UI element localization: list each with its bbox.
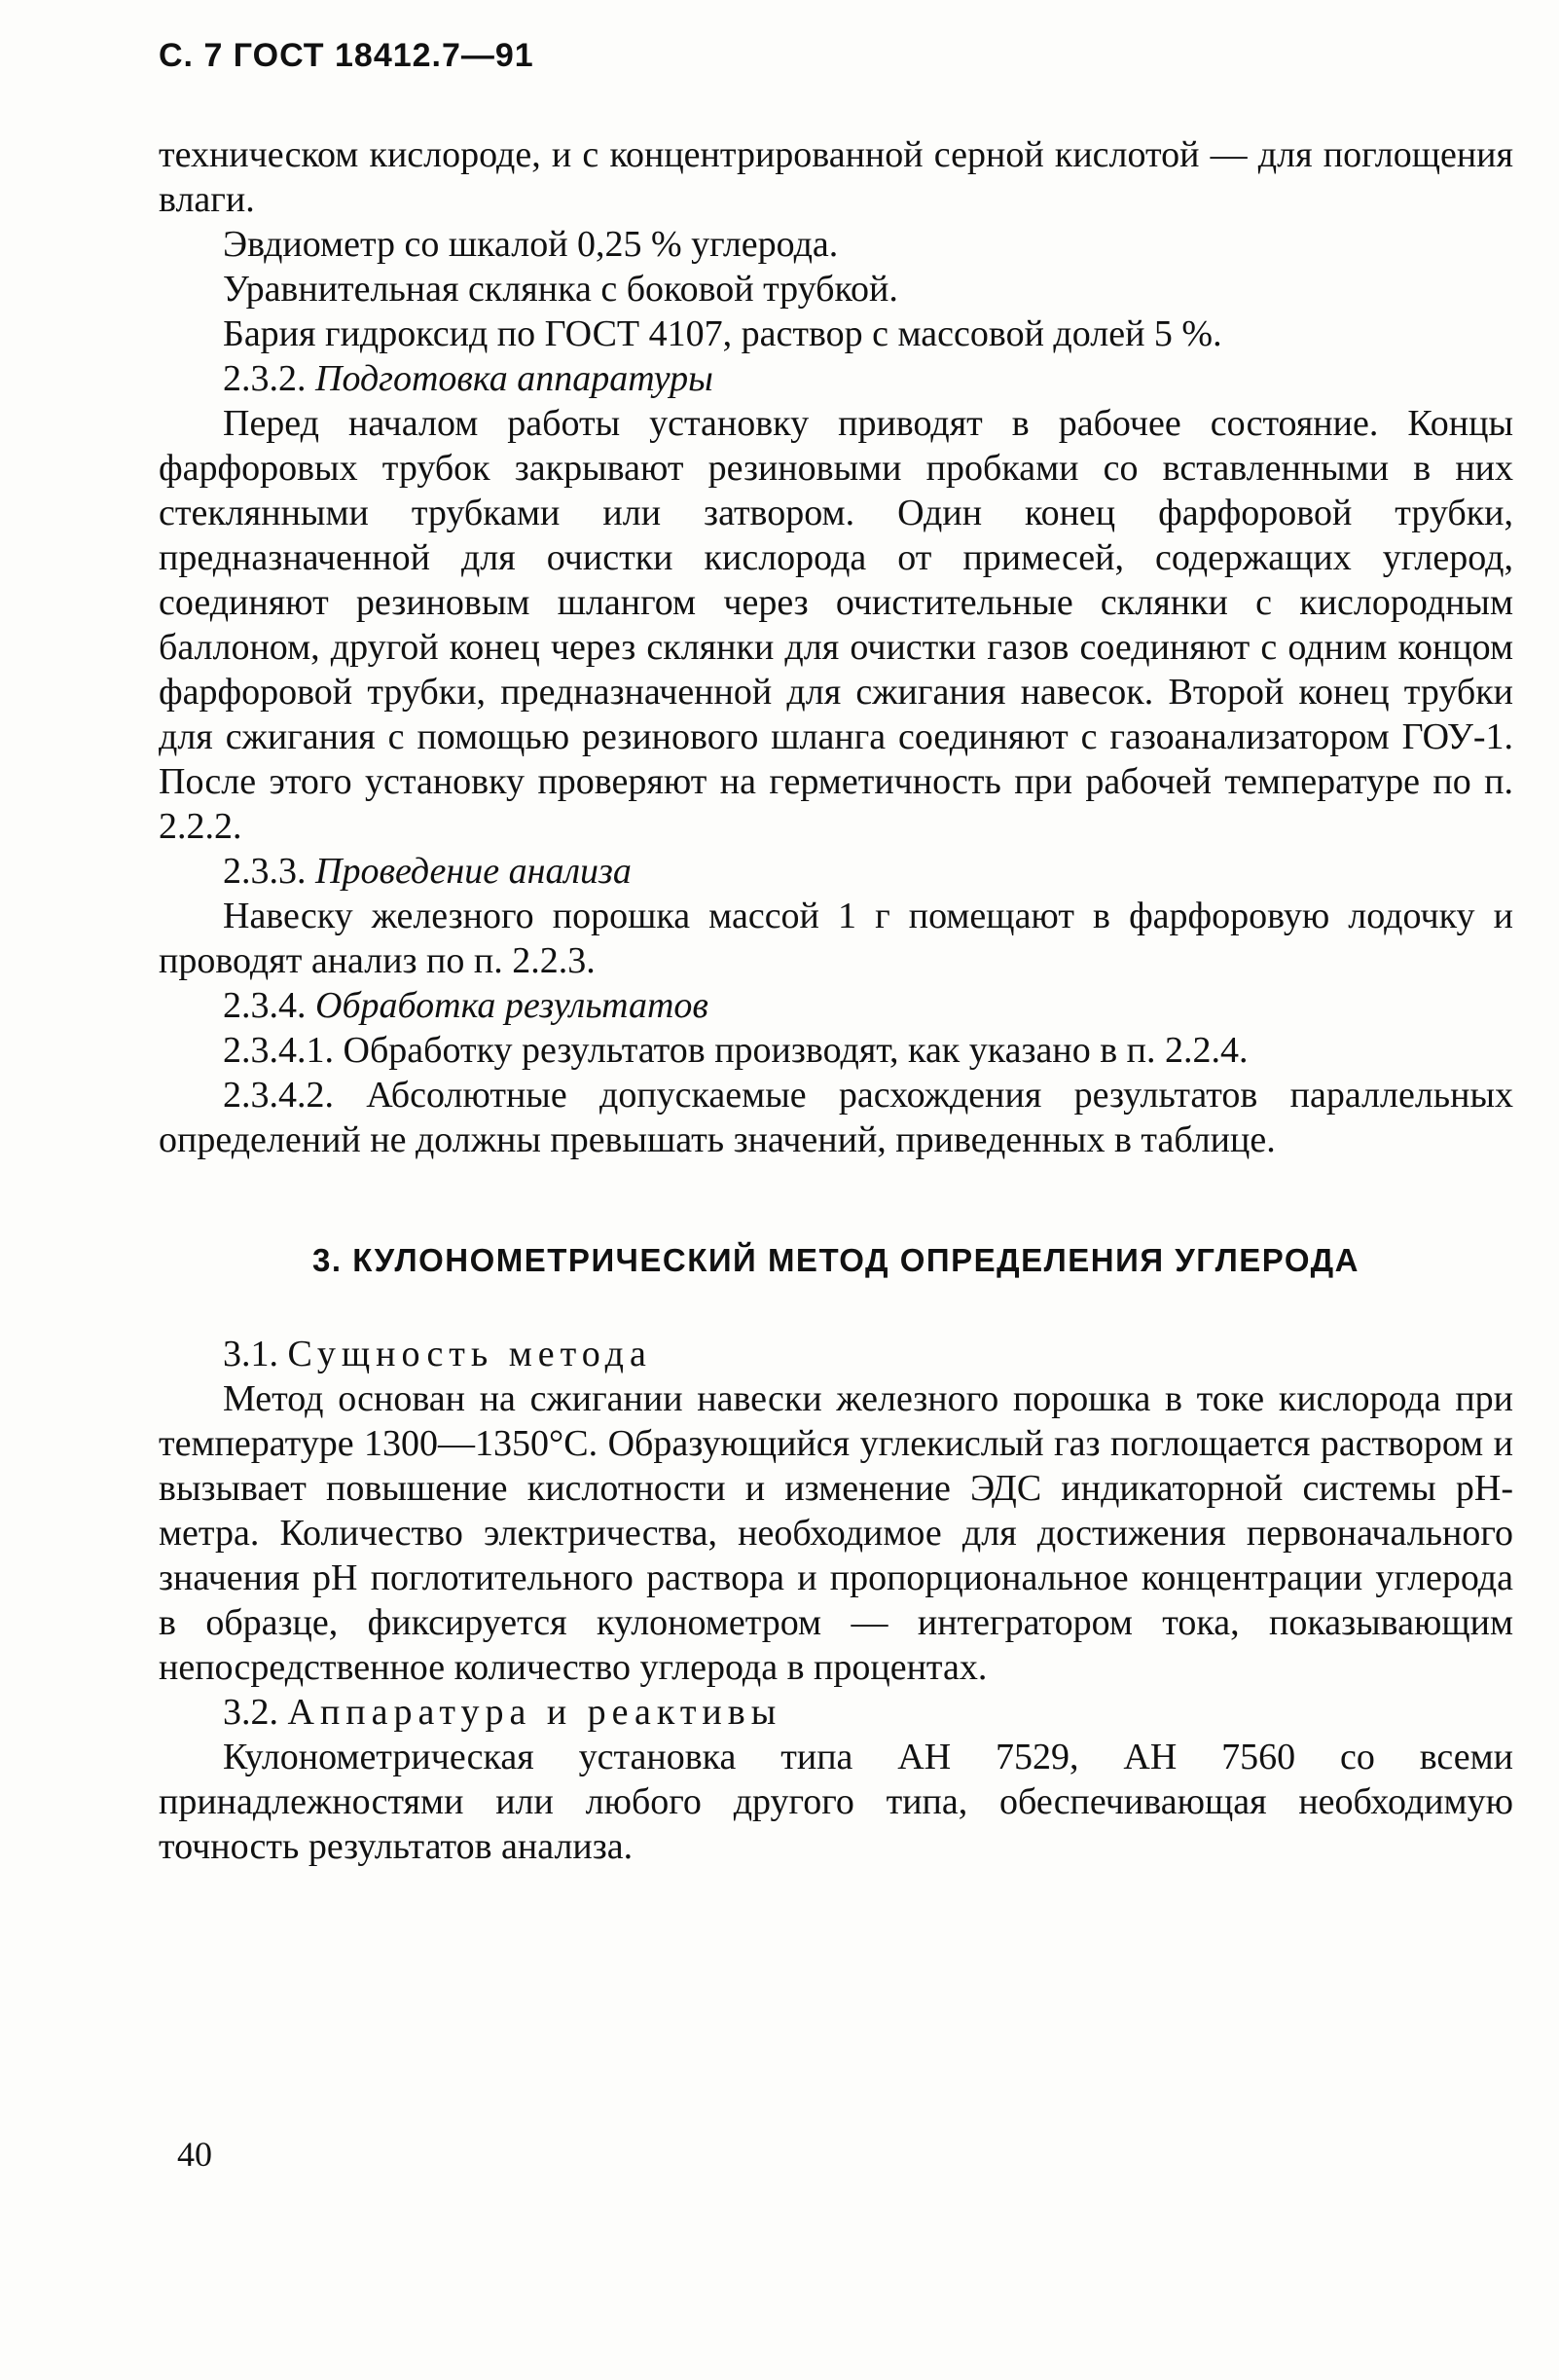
subsection-number: 2.3.2.	[223, 358, 307, 399]
subsection-heading-2-3-3	[159, 849, 1513, 894]
running-header: С. 7 ГОСТ 18412.7—91	[159, 37, 534, 74]
page-number: 40	[177, 2135, 212, 2174]
paragraph-method-essence: Метод основан на сжигании навески железного порошка в токе кислорода при температуре 1300—1350°С. Образующийся углекислый газ поглощается раствором и вызывает повышение кислотности и изменение ЭДС индикаторной системы pH-метра. Количество электричества, необходимое для достижения первоначального значения pH поглотительного раствора и пропорциональное концентрации углерода в образце, фиксируется кулонометром — интегратором тока, показывающим непосредственное количество углерода в процентах.	[159, 1378, 1513, 1688]
paragraph-preparation: Перед началом работы установку приводят в рабочее состояние. Концы фарфоровых трубок закрывают резиновыми пробками со вставленными в них стеклянными трубками или затвором. Один конец фарфоровой трубки, предназначенной для очистки кислорода от примесей, содержащих углерод, соединяют резиновым шлангом через очистительные склянки с кислородным баллоном, другой конец через склянки для очистки газов соединяют с одним концом фарфоровой трубки, предназначенной для сжигания навесок. Второй конец трубки для сжигания с помощью резинового шланга соединяют с газоанализатором ГОУ-1. После этого установку проверяют на герметичность при рабочей температуре по п. 2.2.2.	[159, 403, 1513, 847]
paragraph-continuation: техническом кислороде, и с концентрированной серной кислотой — для поглощения влаги.	[159, 134, 1513, 220]
subsection-heading-3-1	[159, 1332, 1513, 1376]
subsection-title: Аппаратура и реактивы	[287, 1692, 782, 1733]
subsection-title: Обработка результатов	[315, 985, 708, 1026]
paragraph-2-3-4-2: 2.3.4.2. Абсолютные допускаемые расхождения результатов параллельных определений не должны превышать значений, приведенных в таблице.	[159, 1075, 1513, 1160]
subsection-heading-2-3-4	[159, 983, 1513, 1028]
page-body	[159, 132, 1513, 1869]
paragraph-analysis: Навеску железного порошка массой 1 г помещают в фарфоровую лодочку и проводят анализ по п. 2.2.3.	[159, 896, 1513, 981]
paragraph-apparatus: Кулонометрическая установка типа АН 7529, АН 7560 со всеми принадлежностями или любого другого типа, обеспечивающая необходимую точность результатов анализа.	[159, 1737, 1513, 1867]
subsection-heading-3-2	[159, 1690, 1513, 1735]
subsection-number: 3.2.	[223, 1692, 278, 1733]
subsection-title: Проведение анализа	[315, 851, 632, 892]
subsection-heading-2-3-2	[159, 356, 1513, 401]
subsection-number: 2.3.4.	[223, 985, 307, 1026]
paragraph-2-3-4-1: 2.3.4.1. Обработку результатов производят, как указано в п. 2.2.4.	[223, 1030, 1249, 1071]
paragraph-barium-hydroxide: Бария гидроксид по ГОСТ 4107, раствор с массовой долей 5 %.	[223, 313, 1222, 354]
paragraph-eudiometer: Эвдиометр со шкалой 0,25 % углерода.	[223, 224, 839, 265]
section-title-3: 3. КУЛОНОМЕТРИЧЕСКИЙ МЕТОД ОПРЕДЕЛЕНИЯ УГЛЕРОДА	[312, 1242, 1360, 1278]
subsection-title: Сущность метода	[287, 1334, 652, 1374]
paragraph-flask: Уравнительная склянка с боковой трубкой.	[223, 269, 898, 310]
subsection-number: 3.1.	[223, 1334, 278, 1374]
subsection-number: 2.3.3.	[223, 851, 307, 892]
subsection-title: Подготовка аппаратуры	[315, 358, 713, 399]
